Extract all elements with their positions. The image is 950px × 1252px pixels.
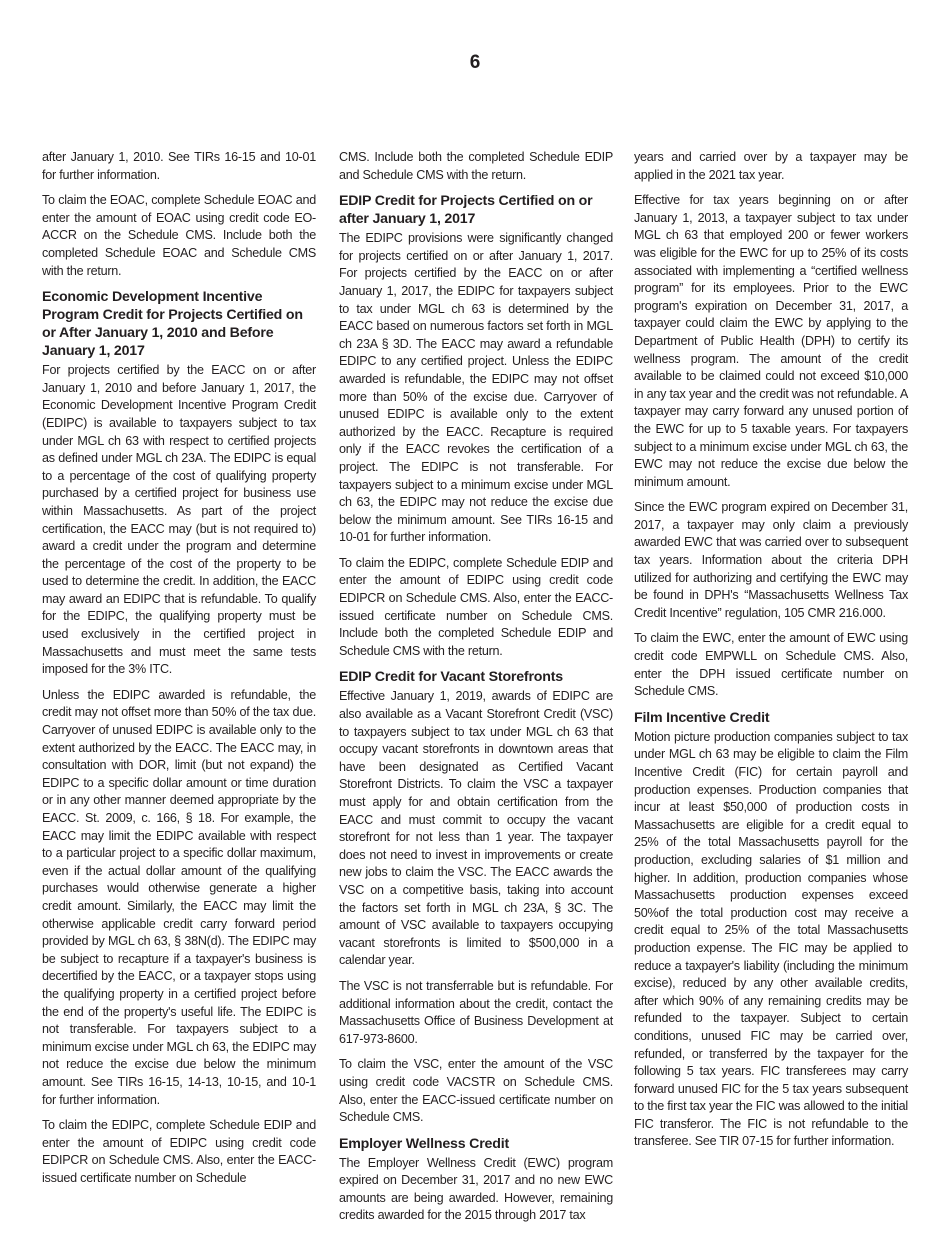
paragraph: To claim the EDIPC, complete Schedule EDIP and enter the amount of EDIPC using credit code EDIPCR on Schedule CMS. Also, enter the EACC-issued certificate number on Schedule (42, 1118, 316, 1185)
paragraph: For projects certified by the EACC on or after January 1, 2010 and before January 1, 2017, the Economic Development Incentive Program Credit (EDIPC) is available to taxpayers subject to tax under MGL ch 63 with respect to certified projects as defined under MGL ch 23A. The EDIPC is equal to a percentage of the cost of qualifying property purchased by a certified project for business use within Massachusetts. As part of the project certification, the EACC may (but is not required to) award a credit under the program and determine the percentage of the cost of the property to be used to determine the credit. In addition, the EACC may award an EDIPC that is refundable. To qualify for the EDIPC, the qualifying property must be used exclusively in the certified project in Massachusetts and must meet the same tests imposed for the 3% ITC. (42, 363, 316, 677)
column-1 (42, 149, 316, 1195)
section-heading: Employer Wellness Credit (339, 1135, 509, 1152)
paragraph: Unless the EDIPC awarded is refundable, the credit may not offset more than 50% of the tax due. Carryover of unused EDIPC is available only to the extent authorized by the EACC. The EACC may, in consultation with DOR, limit (but not expand) the EDIPC to a specific dollar amount or time duration or in any other manner deemed appropriate by the EACC. St. 2009, c. 166, § 18. For example, the EACC may limit the EDIPC available with respect to a particular project to a specific dollar maximum, even if the actual dollar amount of the qualifying purchases would otherwise generate a higher credit amount. Similarly, the EACC may limit the otherwise applicable credit carry forward period provided by MGL ch 63, § 38N(d). The EDIPC may be subject to recapture if a taxpayer's business is decertified by the EACC, or a taxpayer stops using the qualifying property in a certified project before the end of the property's useful life. The EDIPC is not transferable. For taxpayers subject to a minimum excise under MGL ch 63, the EDIPC may not reduce the excise due below the minimum amount. See TIRs 16-15, 14-13, 10-15, and 10-1 for further information. (42, 687, 316, 1107)
paragraph: To claim the VSC, enter the amount of the VSC using credit code VACSTR on Schedule CMS. Also, enter the EACC-issued certificate number on Schedule CMS. (339, 1057, 613, 1125)
section-heading: Economic Development Incentive Program Credit for Projects Certified on or After January 1, 2010 and Before January 1, 2017 (42, 289, 303, 360)
page-number: 6 (469, 52, 481, 73)
section-heading: EDIP Credit for Vacant Storefronts (339, 669, 563, 686)
paragraph: Effective for tax years beginning on or after January 1, 2013, a taxpayer subject to tax under MGL ch 63 that employed 200 or fewer workers was eligible for the EWC for up to 25% of its costs associated with implementing a “certified wellness program” for its employees. Prior to the EWC program's expiration on December 31, 2017, a taxpayer could claim the EWC by applying to the Department of Public Health (DPH) to certify its wellness program. The amount of the credit available to be claimed could not exceed $10,000 in any tax year and the credit was not refundable. A taxpayer may carry forward any unused portion of the EWC for up to 5 taxable years. For taxpayers subject to a minimum excise under MGL ch 63, the EWC may not reduce the excise due below the minimum amount. (634, 193, 908, 489)
section-heading: EDIP Credit for Projects Certified on or after January 1, 2017 (339, 193, 593, 228)
paragraph: The VSC is not transferrable but is refundable. For additional information about the credit, contact the Massachusetts Office of Business Development at 617-973-8600. (339, 978, 613, 1046)
paragraph: after January 1, 2010. See TIRs 16-15 and 10-01 for further information. (42, 150, 316, 182)
paragraph: To claim the EDIPC, complete Schedule EDIP and enter the amount of EDIPC using credit code EDIPCR on Schedule CMS. Also, enter the EACC-issued certificate number on Schedule CMS. Include both the completed Schedule EDIP and Schedule CMS with the return. (339, 555, 613, 658)
paragraph: The EDIPC provisions were significantly changed for projects certified on or after January 1, 2017. For projects certified by the EACC on or after January 1, 2017, the EDIPC for taxpayers subject to tax under MGL ch 63 is determined by the EACC based on numerous factors set forth in MGL ch 23A § 3D. The EACC may award a refundable EDIPC to any certified project. Unless the EDIPC awarded is refundable, the EDIPC may not offset more than 50% of the excise due. Carryover of unused EDIPC is available only to the extent authorized by the EACC. Recapture is required only if the EACC revokes the certification of a project. The EDIPC is not transferable. For taxpayers subject to a minimum excise under MGL ch 63, the EDIPC may not reduce the excise due below the minimum amount. See TIRs 16-15 and 10-01 for further information. (339, 231, 613, 545)
paragraph: To claim the EWC, enter the amount of EWC using credit code EMPWLL on Schedule CMS. Also, enter the DPH issued certificate number on Schedule CMS. (634, 631, 908, 699)
section-heading: Film Incentive Credit (634, 709, 770, 726)
paragraph: The Employer Wellness Credit (EWC) program expired on December 31, 2017 and no new EWC amounts are being awarded. However, remaining credits awarded for the 2015 through 2017 tax (339, 1155, 613, 1223)
paragraph: CMS. Include both the completed Schedule EDIP and Schedule CMS with the return. (339, 150, 613, 182)
column-3 (634, 149, 908, 1159)
paragraph: Effective January 1, 2019, awards of EDIPC are also available as a Vacant Storefront Credit (VSC) to taxpayers subject to tax under MGL ch 63 that occupy vacant storefronts in downtown areas that have been designated as Certified Vacant Storefront Districts. To claim the VSC a taxpayer must apply for and obtain certification from the EACC and must commit to occupy the vacant storefront for not less than 1 year. The taxpayer does not need to invest in improvements or create new jobs to claim the VSC. The EACC awards the VSC on a competitive basis, taking into account the factors set forth in MGL ch 23A, § 3C. The amount of VSC available to taxpayers occupying vacant storefronts is limited to $500,000 in a calendar year. (339, 689, 613, 968)
paragraph: Motion picture production companies subject to tax under MGL ch 63 may be eligible to claim the Film Incentive Credit (FIC) for certain payroll and production expenses. Production companies that incur at least $50,000 of production costs in Massachusetts are eligible for a credit equal to 25% of the total Massachusetts payroll for the production, excluding salaries of $1 million and higher. In addition, production companies whose Massachusetts production expenses exceed 50%of the total production cost may receive a credit equal to 25% of the total Massachusetts production expense. The FIC may be applied to reduce a taxpayer's liability (including the minimum excise), reduced by any other available credits, after which 90% of any remaining credits may be refunded to the taxpayer. Subject to certain conditions, unused FIC may be carried over, refunded, or transferred by the taxpayer for the following 5 tax years. FIC transferees may carry forward unused FIC for the 5 tax years subsequent to the first tax year the FIC was allowed to the initial FIC transferor. The FIC is not refundable to the transferee. See TIR 07-15 for further information. (634, 729, 908, 1149)
paragraph: Since the EWC program expired on December 31, 2017, a taxpayer may only claim a previously awarded EWC that was carried over to subsequent tax years. Information about the criteria DPH utilized for authorizing and certifying the EWC may be found in DPH's “Massachusetts Wellness Tax Credit Incentive” regulation, 105 CMR 216.000. (634, 500, 908, 620)
column-2 (339, 149, 613, 1233)
paragraph: To claim the EOAC, complete Schedule EOAC and enter the amount of EOAC using credit code EO-ACCR on the Schedule CMS. Include both the completed Schedule EOAC and Schedule CMS with the return. (42, 193, 316, 278)
paragraph: years and carried over by a taxpayer may be applied in the 2021 tax year. (634, 150, 908, 182)
